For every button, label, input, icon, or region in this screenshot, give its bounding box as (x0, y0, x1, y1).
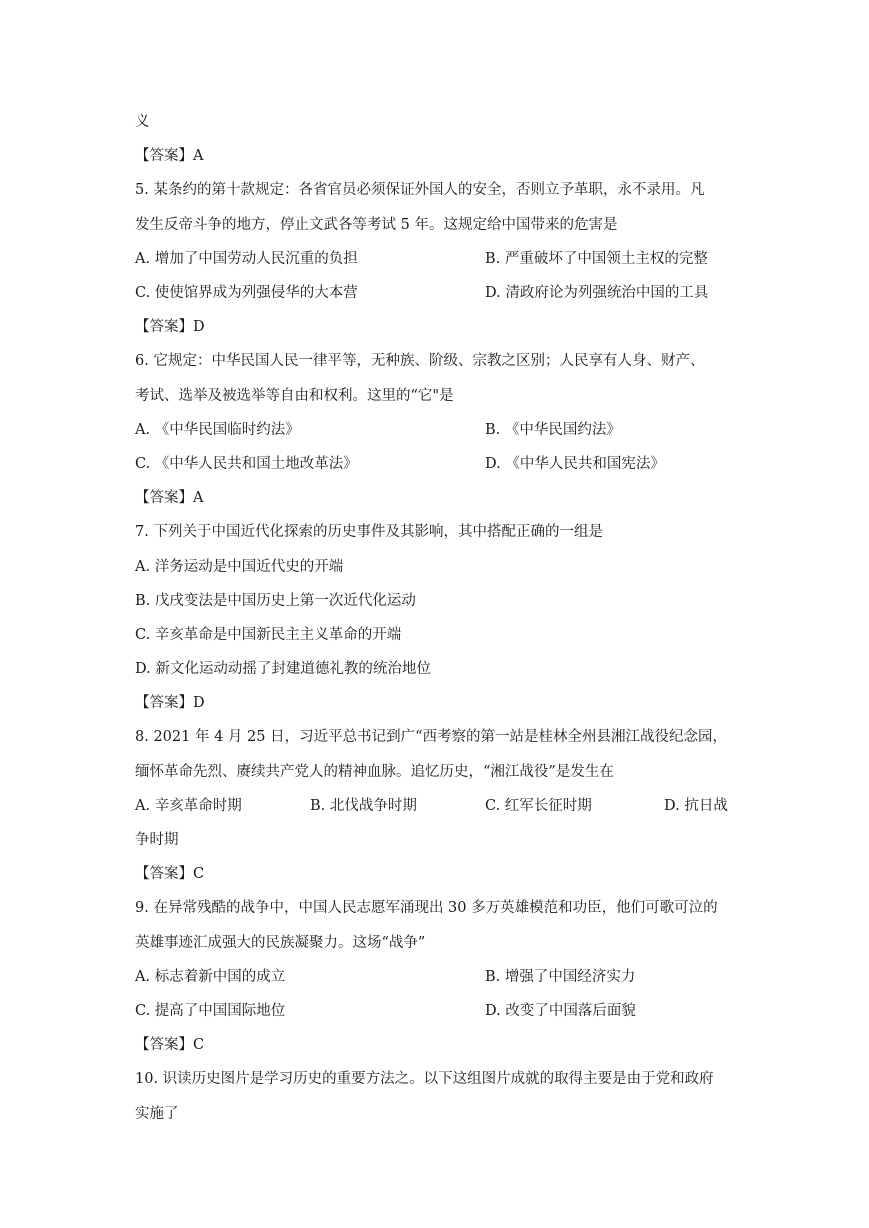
q5-option-d: D. 清政府论为列强统治中国的工具 (485, 285, 709, 301)
q8-option-a: A. 辛亥革命时期 (135, 798, 242, 814)
q9-answer: 【答案】C (135, 1037, 205, 1053)
q7-stem-line1: 7. 下列关于中国近代化探索的历史事件及其影响，其中搭配正确的一组是 (135, 524, 603, 540)
q6-option-d: D. 《中华人民共和国宪法》 (485, 456, 665, 472)
q8-stem-line2: 缅怀革命先烈、赓续共产党人的精神血脉。追忆历史，“湘江战役”是发生在 (135, 764, 614, 780)
q7-answer: 【答案】D (135, 695, 205, 711)
q9-stem-line1: 9. 在异常残酷的战争中，中国人民志愿军涌现出 30 多万英雄模范和功臣，他们可歌可泣的 (135, 900, 718, 916)
q9-option-a: A. 标志着新中国的成立 (135, 969, 286, 985)
q9-option-b: B. 增强了中国经济实力 (485, 969, 636, 985)
q6-option-a: A. 《中华民国临时约法》 (135, 422, 300, 438)
q5-option-c: C. 使使馆界成为列强侵华的大本营 (135, 285, 358, 301)
q5-stem-line1: 5. 某条约的第十款规定：各省官员必须保证外国人的安全，否则立予革职，永不录用。凡 (135, 182, 705, 198)
q6-stem-line1: 6. 它规定：中华民国人民一律平等，无种族、阶级、宗教之区别；人民享有人身、财产、 (135, 353, 705, 369)
q7-option-c: C. 辛亥革命是中国新民主主义革命的开端 (135, 627, 402, 643)
q6-stem-line2: 考试、选举及被选举等自由和权利。这里的“它"是 (135, 388, 454, 404)
q7-option-b: B. 戊戌变法是中国历史上第一次近代化运动 (135, 593, 416, 609)
q6-answer: 【答案】A (135, 490, 204, 506)
q5-answer: 【答案】D (135, 319, 205, 335)
q6-option-c: C. 《中华人民共和国土地改革法》 (135, 456, 358, 472)
q9-option-c: C. 提高了中国国际地位 (135, 1003, 286, 1019)
q4-answer: 【答案】A (135, 148, 204, 164)
q8-answer: 【答案】C (135, 866, 205, 882)
q8-option-d-continuation: 争时期 (135, 832, 179, 848)
q8-option-d: D. 抗日战 (664, 798, 728, 814)
q8-option-b: B. 北伐战争时期 (310, 798, 417, 814)
q9-option-d: D. 改变了中国落后面貌 (485, 1003, 636, 1019)
q8-stem-line1: 8. 2021 年 4 月 25 日，习近平总书记到广“西考察的第一站是桂林全州县湘江战役纪念园， (135, 729, 727, 745)
q5-option-b: B. 严重破坏了中国领土主权的完整 (485, 251, 708, 267)
q5-stem-line2: 发生反帝斗争的地方，停止文武各等考试 5 年。这规定给中国带来的危害是 (135, 217, 618, 233)
q10-stem-line1: 10. 识读历史图片是学习历史的重要方法之。以下这组图片成就的取得主要是由于党和政府 (135, 1071, 714, 1087)
q7-option-a: A. 洋务运动是中国近代史的开端 (135, 559, 344, 575)
q6-option-b: B. 《中华民国约法》 (485, 422, 621, 438)
continuation-text: 义 (135, 114, 150, 130)
q7-option-d: D. 新文化运动动摇了封建道德礼教的统治地位 (135, 661, 431, 677)
q8-option-c: C. 红军长征时期 (485, 798, 592, 814)
q9-stem-line2: 英雄事迹汇成强大的民族凝聚力。这场“战争” (135, 935, 426, 951)
q5-option-a: A. 增加了中国劳动人民沉重的负担 (135, 251, 358, 267)
q10-stem-line2: 实施了 (135, 1106, 179, 1122)
